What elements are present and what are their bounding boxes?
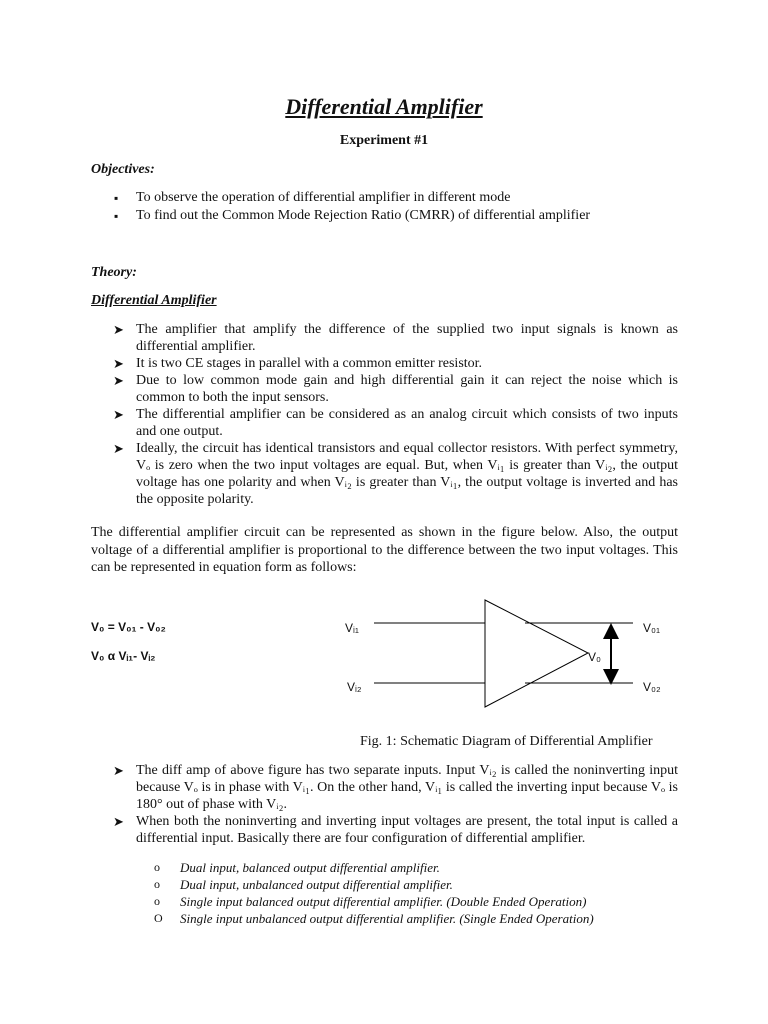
arrow-bullet-icon: ➤	[113, 814, 124, 829]
configuration-list	[154, 859, 674, 927]
theory-point: ➤ The amplifier that amplify the difference of the supplied two input signals is known as differential amplifier.	[113, 322, 678, 354]
arrow-bullet-icon: ➤	[113, 356, 124, 371]
diff-amp-points	[113, 762, 678, 847]
circle-bullet-icon: o	[154, 894, 160, 908]
objectives-heading: Objectives:	[91, 162, 155, 177]
circle-bullet-icon: o	[154, 877, 160, 891]
theory-point: ➤ It is two CE stages in parallel with a common emitter resistor.	[113, 356, 483, 371]
arrow-bullet-icon: ➤	[113, 407, 124, 422]
arrow-bullet-icon: ➤	[113, 763, 124, 778]
circle-bullet-icon: o	[154, 860, 160, 874]
section-subheading: Differential Amplifier	[91, 293, 217, 308]
circle-bullet-icon: O	[154, 911, 163, 925]
theory-points	[113, 321, 678, 508]
vi2-label: Vᵢ₂	[347, 680, 362, 694]
objective-item: ▪ To observe the operation of differential amplifier in different mode	[114, 189, 674, 207]
configuration-item: o Dual input, unbalanced output differential amplifier.	[154, 877, 453, 892]
vo1-label: V₀₁	[643, 621, 661, 635]
theory-point: ➤ The differential amplifier can be considered as an analog circuit which consists of two inputs and one output.	[113, 407, 678, 439]
theory-heading: Theory:	[91, 265, 137, 280]
vo-label: V₀	[588, 650, 601, 664]
arrow-bullet-icon: ➤	[113, 322, 124, 337]
objective-item: ▪ To find out the Common Mode Rejection Ratio (CMRR) of differential amplifier	[114, 207, 674, 225]
arrow-bullet-icon: ➤	[113, 373, 124, 388]
amplifier-diagram	[330, 595, 690, 715]
equation-proportional: V₀ α Vᵢ₁- Vᵢ₂	[91, 649, 156, 663]
experiment-number: Experiment #1	[339, 133, 429, 148]
theory-point: ➤ Due to low common mode gain and high differential gain it can reject the noise which is common to both the input sensors.	[113, 373, 678, 405]
objectives-list	[114, 189, 674, 225]
vo2-label: V₀₂	[643, 680, 661, 694]
page-title: Differential Amplifier	[285, 94, 483, 119]
diff-amp-point: ➤ The diff amp of above figure has two separate inputs. Input Vᵢ₂ is called the noninverting input because Vₒ is in phase with Vᵢ₁. On the other hand, Vᵢ₁ is called the inverting input because Vₒ is 180° out of phase with Vᵢ₂.	[113, 763, 678, 812]
equation-difference: V₀ = V₀₁ - V₀₂	[91, 620, 166, 634]
theory-point: ➤ Ideally, the circuit has identical transistors and equal collector resistors. With perfect symmetry, Vₒ is zero when the two input voltages are equal. But, when Vᵢ₁ is greater than Vᵢ₂, the output voltage has one polarity and when Vᵢ₂ is greater than Vᵢ₁, the output voltage is inverted and has the opposite polarity.	[113, 441, 678, 507]
vi1-label: Vᵢ₁	[345, 621, 359, 635]
amplifier-triangle-icon	[485, 600, 588, 707]
diff-amp-point: ➤ When both the noninverting and inverting input voltages are present, the total input is called a differential input. Basically there are four configuration of differential amplifier.	[113, 814, 678, 846]
configuration-item: o Single input balanced output differential amplifier. (Double Ended Operation)	[154, 894, 587, 909]
configuration-item: O Single input unbalanced output differential amplifier. (Single Ended Operation)	[154, 911, 594, 926]
body-paragraph: The differential amplifier circuit can be represented as shown in the figure below. Also, the output voltage of a differential amplifier is proportional to the difference between the two input voltages. This can be represented in equation form as follows:	[91, 525, 678, 575]
figure-caption: Fig. 1: Schematic Diagram of Differential Amplifier	[360, 734, 653, 749]
configuration-item: o Dual input, balanced output differential amplifier.	[154, 860, 440, 875]
arrow-bullet-icon: ➤	[113, 441, 124, 456]
